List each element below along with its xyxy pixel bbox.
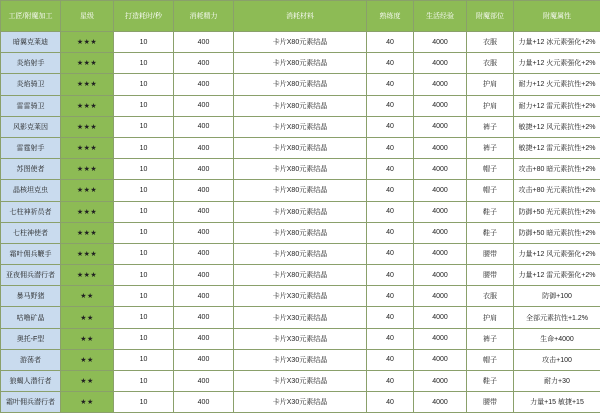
- header-proficiency: 熟练度: [367, 1, 414, 32]
- enchant-slot: 裤子: [467, 328, 514, 349]
- life-exp: 4000: [414, 159, 467, 180]
- star-rating: ★★★: [61, 222, 114, 243]
- star-rating: ★★★: [61, 53, 114, 74]
- life-exp: 4000: [414, 201, 467, 222]
- star-rating: ★★★: [61, 180, 114, 201]
- enchant-slot: 鞋子: [467, 201, 514, 222]
- table-body: [1, 32, 600, 413]
- energy-cost: 400: [174, 116, 234, 137]
- proficiency: 40: [367, 137, 414, 158]
- table-row: [1, 371, 600, 392]
- proficiency: 40: [367, 32, 414, 53]
- life-exp: 4000: [414, 392, 467, 413]
- star-rating: ★★: [61, 349, 114, 370]
- life-exp: 4000: [414, 243, 467, 264]
- table-row: [1, 53, 600, 74]
- enchant-slot: 帽子: [467, 180, 514, 201]
- material-cost: 卡片X80元素结晶: [234, 201, 367, 222]
- star-rating: ★★: [61, 392, 114, 413]
- star-rating: ★★★: [61, 265, 114, 286]
- craft-time: 10: [114, 201, 174, 222]
- table-row: [1, 265, 600, 286]
- energy-cost: 400: [174, 265, 234, 286]
- enchant-slot: 腰带: [467, 265, 514, 286]
- star-rating: ★★★: [61, 95, 114, 116]
- energy-cost: 400: [174, 32, 234, 53]
- header-material: 消耗材料: [234, 1, 367, 32]
- enchant-attribute: 全部元素抗性+1.2%: [514, 307, 600, 328]
- craft-time: 10: [114, 74, 174, 95]
- material-cost: 卡片X80元素结晶: [234, 243, 367, 264]
- material-cost: 卡片X80元素结晶: [234, 95, 367, 116]
- craft-time: 10: [114, 116, 174, 137]
- material-cost: 卡片X80元素结晶: [234, 265, 367, 286]
- craft-time: 10: [114, 392, 174, 413]
- enchant-slot: 衣服: [467, 32, 514, 53]
- table-row: [1, 116, 600, 137]
- proficiency: 40: [367, 243, 414, 264]
- header-star: 星级: [61, 1, 114, 32]
- crafter-name: 亚夜佣兵潜行者: [1, 265, 61, 286]
- craft-time: 10: [114, 137, 174, 158]
- star-rating: ★★: [61, 371, 114, 392]
- enchant-attribute: 攻击+100: [514, 349, 600, 370]
- proficiency: 40: [367, 74, 414, 95]
- material-cost: 卡片X80元素结晶: [234, 222, 367, 243]
- header-row: [1, 1, 600, 32]
- enchant-attribute: 攻击+80 光元素抗性+2%: [514, 180, 600, 201]
- energy-cost: 400: [174, 180, 234, 201]
- table-row: [1, 328, 600, 349]
- crafter-name: 奥托-F型: [1, 328, 61, 349]
- material-cost: 卡片X30元素结晶: [234, 349, 367, 370]
- enchant-slot: 帽子: [467, 159, 514, 180]
- energy-cost: 400: [174, 222, 234, 243]
- life-exp: 4000: [414, 371, 467, 392]
- energy-cost: 400: [174, 243, 234, 264]
- enchant-attribute: 防御+100: [514, 286, 600, 307]
- energy-cost: 400: [174, 307, 234, 328]
- enchant-attribute: 力量+12 雷元素强化+2%: [514, 265, 600, 286]
- enchant-slot: 鞋子: [467, 371, 514, 392]
- crafter-name: 雷霆射手: [1, 137, 61, 158]
- star-rating: ★★★: [61, 243, 114, 264]
- star-rating: ★★: [61, 307, 114, 328]
- crafter-name: 咕噜矿晶: [1, 307, 61, 328]
- craft-time: 10: [114, 371, 174, 392]
- star-rating: ★★★: [61, 32, 114, 53]
- life-exp: 4000: [414, 53, 467, 74]
- enchant-attribute: 力量+12 火元素强化+2%: [514, 53, 600, 74]
- star-rating: ★★★: [61, 137, 114, 158]
- life-exp: 4000: [414, 265, 467, 286]
- craft-time: 10: [114, 328, 174, 349]
- energy-cost: 400: [174, 349, 234, 370]
- crafter-name: 雷雷骑卫: [1, 95, 61, 116]
- crafter-name: 狼蝎人潜行者: [1, 371, 61, 392]
- proficiency: 40: [367, 349, 414, 370]
- material-cost: 卡片X80元素结晶: [234, 159, 367, 180]
- material-cost: 卡片X30元素结晶: [234, 328, 367, 349]
- proficiency: 40: [367, 159, 414, 180]
- enchant-slot: 护肩: [467, 307, 514, 328]
- craft-time: 10: [114, 243, 174, 264]
- star-rating: ★★★: [61, 201, 114, 222]
- header-slot: 附魔部位: [467, 1, 514, 32]
- proficiency: 40: [367, 328, 414, 349]
- crafter-name: 炎焰骑卫: [1, 74, 61, 95]
- craft-time: 10: [114, 32, 174, 53]
- energy-cost: 400: [174, 392, 234, 413]
- header-exp: 生活经验: [414, 1, 467, 32]
- enchant-attribute: 耐力+12 火元素抗性+2%: [514, 74, 600, 95]
- material-cost: 卡片X30元素结晶: [234, 371, 367, 392]
- crafter-name: 晶核坦克虫: [1, 180, 61, 201]
- enchant-slot: 鞋子: [467, 222, 514, 243]
- header-attribute: 附魔属性: [514, 1, 600, 32]
- material-cost: 卡片X30元素结晶: [234, 392, 367, 413]
- proficiency: 40: [367, 307, 414, 328]
- table-row: [1, 137, 600, 158]
- star-rating: ★★★: [61, 116, 114, 137]
- energy-cost: 400: [174, 201, 234, 222]
- proficiency: 40: [367, 95, 414, 116]
- crafter-name: 风影克莱因: [1, 116, 61, 137]
- enchant-slot: 帽子: [467, 349, 514, 370]
- proficiency: 40: [367, 286, 414, 307]
- table-row: [1, 74, 600, 95]
- crafter-name: 暴马野猪: [1, 286, 61, 307]
- energy-cost: 400: [174, 74, 234, 95]
- material-cost: 卡片X80元素结晶: [234, 137, 367, 158]
- craft-time: 10: [114, 307, 174, 328]
- enchant-attribute: 耐力+12 雷元素抗性+2%: [514, 95, 600, 116]
- table-row: [1, 349, 600, 370]
- crafter-name: 苏图使者: [1, 159, 61, 180]
- material-cost: 卡片X80元素结晶: [234, 53, 367, 74]
- header-time: 打造耗时/秒: [114, 1, 174, 32]
- life-exp: 4000: [414, 137, 467, 158]
- craft-time: 10: [114, 222, 174, 243]
- enchant-slot: 腰带: [467, 392, 514, 413]
- life-exp: 4000: [414, 95, 467, 116]
- table-row: [1, 222, 600, 243]
- enchant-attribute: 耐力+30: [514, 371, 600, 392]
- life-exp: 4000: [414, 222, 467, 243]
- proficiency: 40: [367, 53, 414, 74]
- table-row: [1, 95, 600, 116]
- enchant-attribute: 力量+15 敏捷+15: [514, 392, 600, 413]
- proficiency: 40: [367, 201, 414, 222]
- life-exp: 4000: [414, 74, 467, 95]
- craft-time: 10: [114, 159, 174, 180]
- enchant-attribute: 攻击+80 暗元素抗性+2%: [514, 159, 600, 180]
- enchant-slot: 腰带: [467, 243, 514, 264]
- energy-cost: 400: [174, 53, 234, 74]
- enchant-slot: 护肩: [467, 95, 514, 116]
- enchant-attribute: 敏捷+12 雷元素抗性+2%: [514, 137, 600, 158]
- proficiency: 40: [367, 180, 414, 201]
- material-cost: 卡片X80元素结晶: [234, 32, 367, 53]
- life-exp: 4000: [414, 307, 467, 328]
- proficiency: 40: [367, 116, 414, 137]
- material-cost: 卡片X30元素结晶: [234, 286, 367, 307]
- table-row: [1, 286, 600, 307]
- enchant-attribute: 生命+4000: [514, 328, 600, 349]
- life-exp: 4000: [414, 180, 467, 201]
- proficiency: 40: [367, 222, 414, 243]
- star-rating: ★★★: [61, 159, 114, 180]
- header-crafter: 工匠/附魔加工: [1, 1, 61, 32]
- material-cost: 卡片X30元素结晶: [234, 307, 367, 328]
- enchant-attribute: 防御+50 光元素抗性+2%: [514, 201, 600, 222]
- craft-time: 10: [114, 53, 174, 74]
- crafter-name: 霜叶佣兵潜行者: [1, 392, 61, 413]
- life-exp: 4000: [414, 286, 467, 307]
- energy-cost: 400: [174, 371, 234, 392]
- energy-cost: 400: [174, 137, 234, 158]
- energy-cost: 400: [174, 95, 234, 116]
- enchant-attribute: 力量+12 风元素强化+2%: [514, 243, 600, 264]
- craft-time: 10: [114, 349, 174, 370]
- material-cost: 卡片X80元素结晶: [234, 116, 367, 137]
- crafter-name: 炎焰射手: [1, 53, 61, 74]
- table-row: [1, 32, 600, 53]
- star-rating: ★★: [61, 286, 114, 307]
- life-exp: 4000: [414, 349, 467, 370]
- enchant-attribute: 力量+12 冰元素强化+2%: [514, 32, 600, 53]
- crafter-name: 暗翼克莱迪: [1, 32, 61, 53]
- crafter-name: 霜叶佣兵鞭手: [1, 243, 61, 264]
- proficiency: 40: [367, 371, 414, 392]
- energy-cost: 400: [174, 159, 234, 180]
- proficiency: 40: [367, 265, 414, 286]
- craft-time: 10: [114, 286, 174, 307]
- table-row: [1, 180, 600, 201]
- table-row: [1, 243, 600, 264]
- enchant-attribute: 防御+50 暗元素抗性+2%: [514, 222, 600, 243]
- proficiency: 40: [367, 392, 414, 413]
- table-row: [1, 201, 600, 222]
- enchant-slot: 衣服: [467, 53, 514, 74]
- energy-cost: 400: [174, 328, 234, 349]
- enchant-slot: 裤子: [467, 116, 514, 137]
- header-energy: 消耗精力: [174, 1, 234, 32]
- life-exp: 4000: [414, 116, 467, 137]
- star-rating: ★★★: [61, 74, 114, 95]
- crafter-name: 游荡者: [1, 349, 61, 370]
- craft-time: 10: [114, 180, 174, 201]
- craft-time: 10: [114, 265, 174, 286]
- enchant-attribute: 敏捷+12 风元素抗性+2%: [514, 116, 600, 137]
- material-cost: 卡片X80元素结晶: [234, 180, 367, 201]
- crafter-name: 七柱神使者: [1, 222, 61, 243]
- life-exp: 4000: [414, 32, 467, 53]
- material-cost: 卡片X80元素结晶: [234, 74, 367, 95]
- energy-cost: 400: [174, 286, 234, 307]
- enchant-slot: 护肩: [467, 74, 514, 95]
- life-exp: 4000: [414, 328, 467, 349]
- enchant-slot: 裤子: [467, 137, 514, 158]
- table-row: [1, 307, 600, 328]
- craft-time: 10: [114, 95, 174, 116]
- table-row: [1, 159, 600, 180]
- crafter-name: 七柱神祈员者: [1, 201, 61, 222]
- enchant-slot: 衣服: [467, 286, 514, 307]
- star-rating: ★★: [61, 328, 114, 349]
